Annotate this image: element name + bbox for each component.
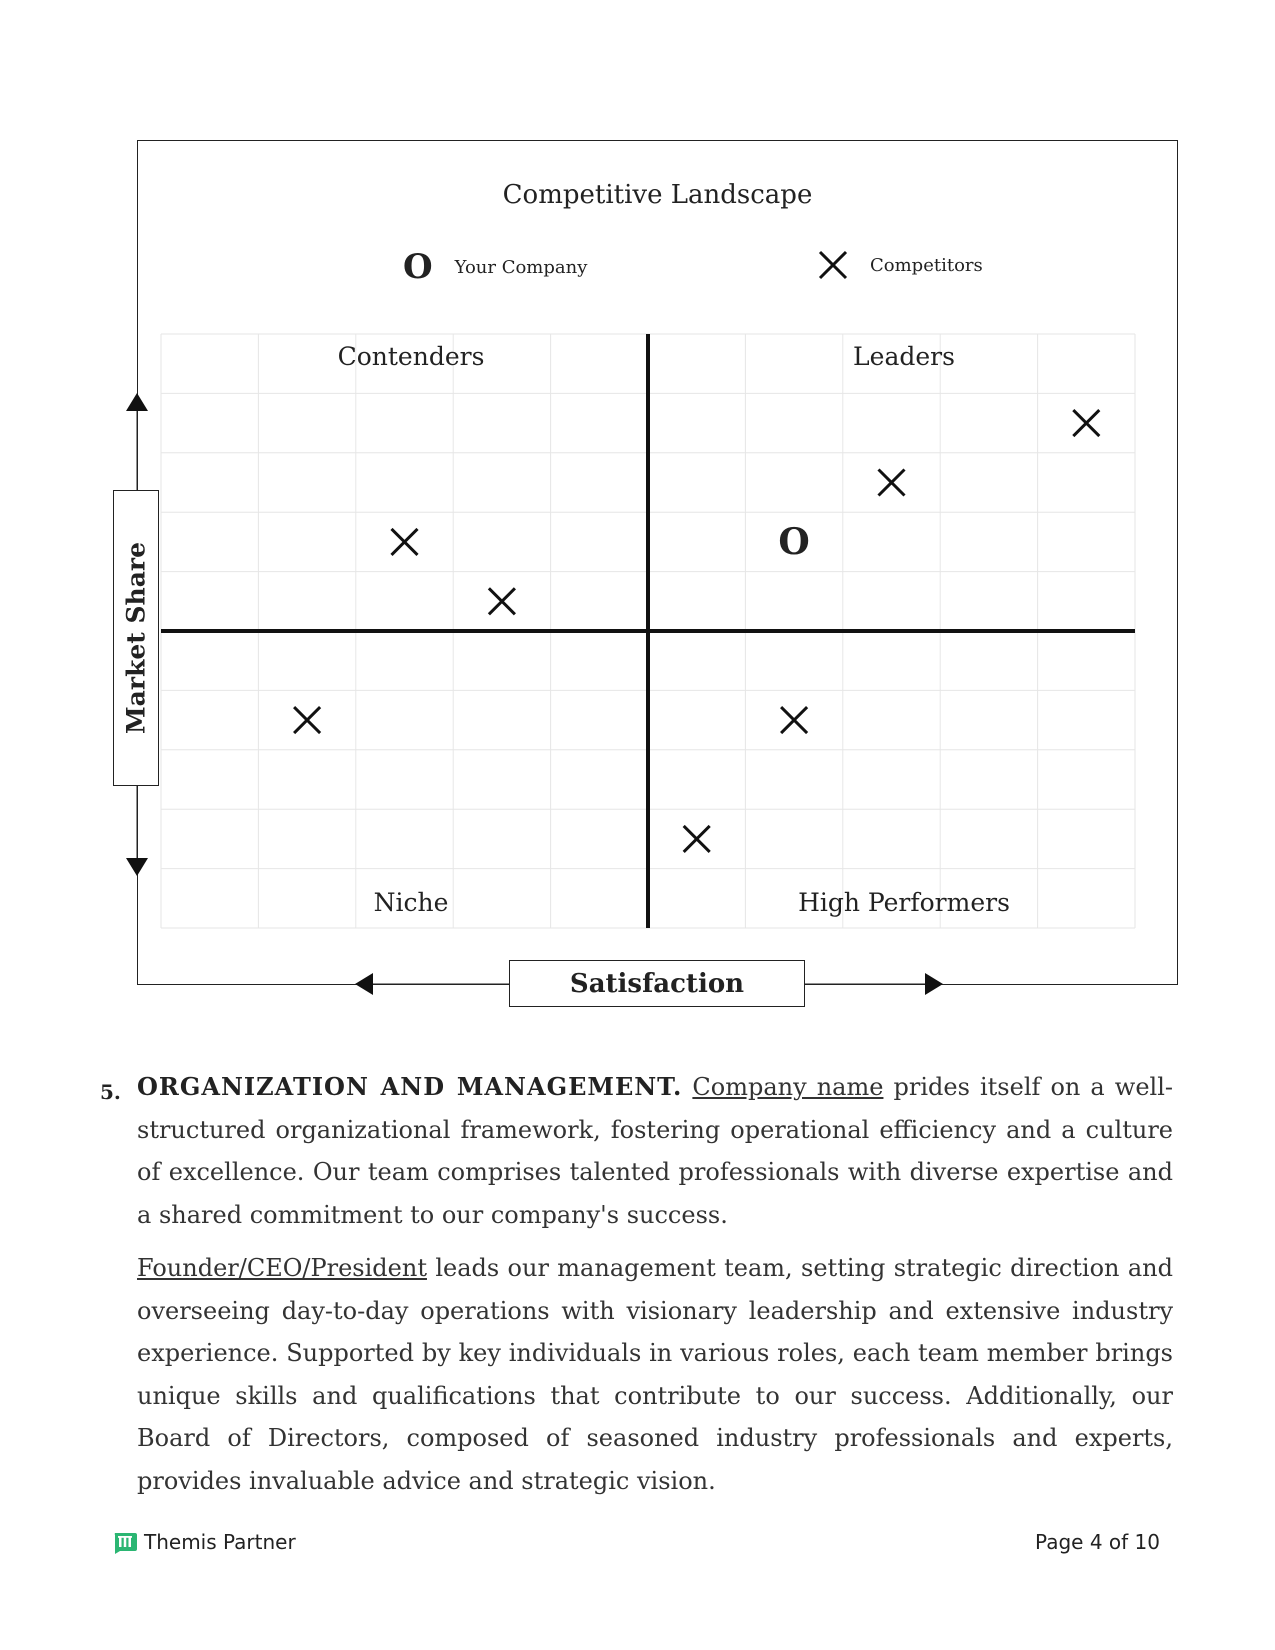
your-company-point: O [778,520,810,563]
paragraph-1-text: prides itself on a well-structured organizational framework, fostering operational efficiency and a culture of excellence. Our team comprises talented professionals with diverse expertise and a shared commitment to our company's success. [137,1073,1173,1229]
footer-logo [112,1530,296,1554]
competitor-point [294,707,320,733]
quadrant-axes [161,334,1135,928]
footer-brand: Themis Partner [144,1530,296,1554]
y-axis-label: Market Share [121,541,151,735]
legend-competitors-label: Competitors [870,254,983,276]
x-axis-box [509,960,805,1007]
quadrant-contenders: Contenders [337,342,485,371]
quadrant-leaders: Leaders [853,342,955,371]
section-number: 5. [100,1080,121,1104]
competitor-point [489,588,515,614]
your-company-marker-icon: O [403,247,433,287]
arrow-up-icon [126,393,148,411]
section-heading: ORGANIZATION AND MANAGEMENT. [137,1072,683,1101]
quadrant-high-performers: High Performers [798,888,1010,917]
competitor-point [781,707,807,733]
competitor-point [879,470,905,496]
legend-your-company-label: Your Company [454,256,588,278]
arrow-down-icon [126,858,148,876]
chart-title: Competitive Landscape [502,180,813,210]
competitor-point [1073,410,1099,436]
founder-field: Founder/CEO/President [137,1254,427,1282]
company-name-field: Company name [692,1073,884,1101]
x-axis-label: Satisfaction [569,968,745,999]
arrow-right-icon [925,973,943,995]
themis-logo-icon [112,1530,138,1554]
paragraph-2-text: leads our management team, setting strategic direction and overseeing day-to-day operations with visionary leadership and extensive industry experience. Supported by key individuals in various roles, each team member brings unique skills and qualifications that contribute to our success. Additionally, our Board of Directors, composed of seasoned industry professionals and experts, provides invaluable advice and strategic vision. [137,1254,1173,1495]
page-number: Page 4 of 10 [1035,1530,1160,1554]
section-paragraph-2 [137,1247,1173,1502]
competitor-point [684,826,710,852]
competitor-point [392,529,418,555]
quadrant-niche: Niche [373,888,449,917]
section-paragraph-1 [137,1066,1173,1236]
arrow-left-icon [355,973,373,995]
